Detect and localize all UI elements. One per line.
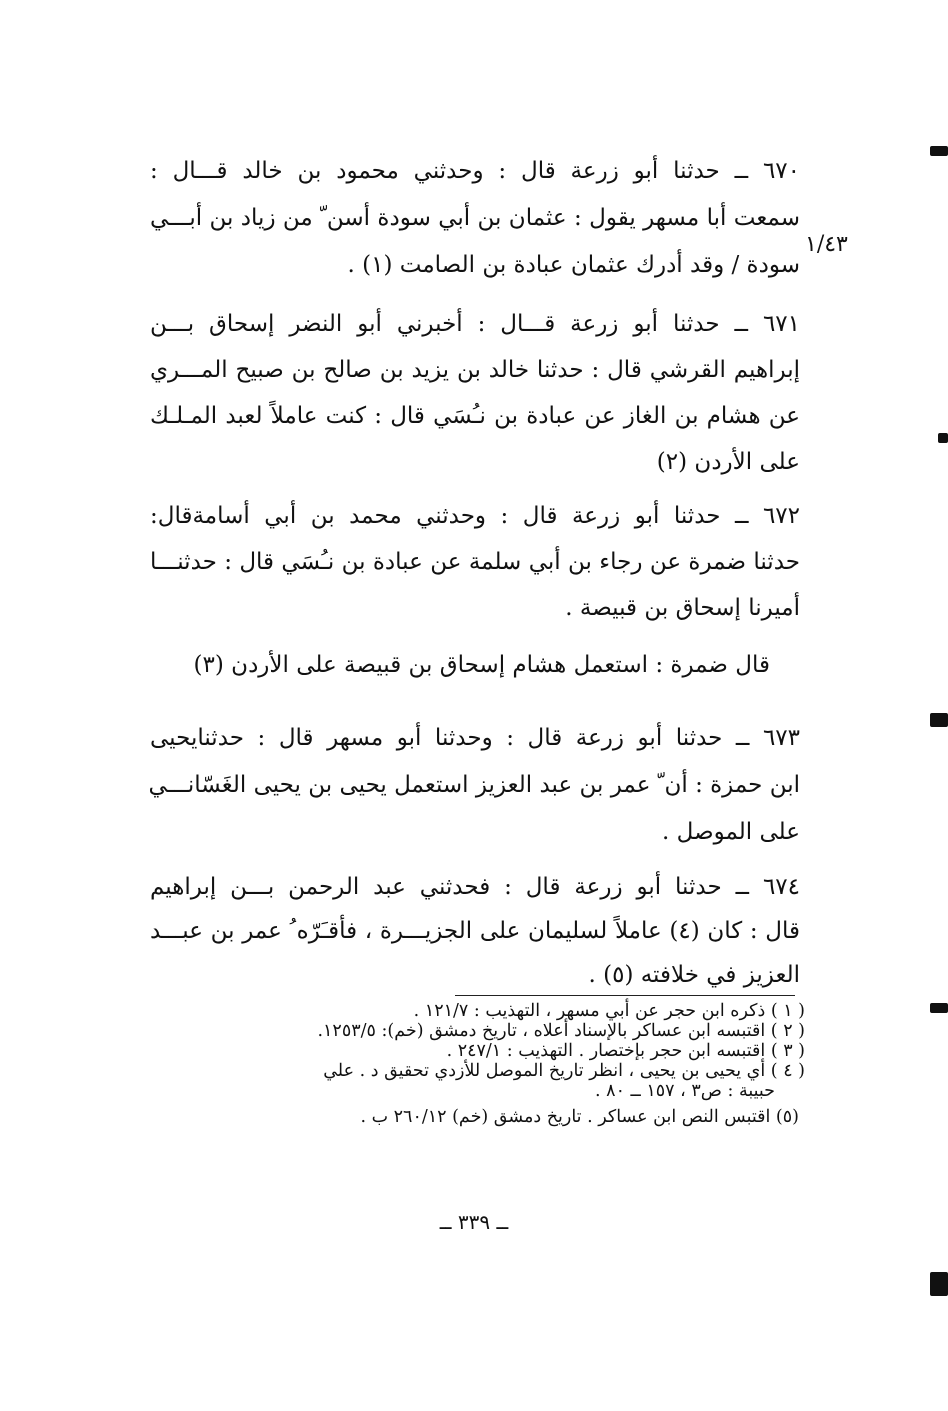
scan-edge-mark bbox=[930, 1272, 948, 1296]
text-line: ٦٧٣ ــ حدثنا أبو زرعة قال : وحدثنا أبو مسهر قال : حدثنايحيى bbox=[150, 725, 800, 751]
footnote-separator bbox=[455, 995, 795, 996]
footnote-2: ( ٢ ) اقتبسه ابن عساكر بالإسناد أعلاه ، تاريخ دمشق (خم): ١٢٥٣/٥. bbox=[317, 1021, 805, 1041]
text-line: على الموصل . bbox=[662, 819, 800, 845]
scan-edge-mark bbox=[930, 146, 948, 156]
text-line: ٦٧٢ ــ حدثنا أبو زرعة قال : وحدثني محمد بن أبي أسامةقال: bbox=[150, 503, 800, 529]
paragraph-670 bbox=[150, 160, 800, 277]
paragraph-672 bbox=[150, 505, 800, 620]
text-line: ابن حمزة : أن ّ عمر بن عبد العزيز استعمل يحيى بن يحيى الغَسّانـــي bbox=[148, 772, 800, 798]
paragraph-674 bbox=[150, 876, 800, 987]
text-line: قال ضمرة : استعمل هشام إسحاق بن قبيصة على الأردن (٣) bbox=[193, 652, 770, 678]
paragraph-damra-note bbox=[150, 654, 770, 677]
footnote-4-continued: حبيبة : ص٣ ، ١٥٧ ــ ٨٠ . bbox=[595, 1081, 775, 1101]
text-line: حدثنا ضمرة عن رجاء بن أبي سلمة عن عبادة بن نـُسَي قال : حدثنـــا bbox=[150, 549, 800, 575]
paragraph-671 bbox=[150, 313, 800, 474]
text-line: على الأردن (٢) bbox=[656, 449, 800, 475]
text-line: قال : كان (٤) عاملاً لسليمان على الجزيـــرة ، فأقـَرّه ُ عمر بن عبـــد bbox=[150, 918, 800, 944]
footnote-1: ( ١ ) ذكره ابن حجر عن أبي مسهر ، التهذيب : ١٢١/٧ . bbox=[413, 1001, 805, 1021]
scan-edge-mark bbox=[930, 1003, 948, 1013]
text-line: العزيز في خلافته (٥) . bbox=[588, 962, 800, 988]
text-line: ٦٧١ ــ حدثنا أبو زرعة قـــال : أخبرني أبو النضر إسحاق بـــن bbox=[150, 311, 800, 337]
footnote-3: ( ٣ ) اقتبسه ابن حجر بإختصار . التهذيب : ٢٤٧/١ . bbox=[446, 1041, 805, 1061]
footnote-4: ( ٤ ) أي يحيى بن يحيى ، انظر تاريخ الموصل للأزدي تحقيق د . علي bbox=[323, 1061, 805, 1081]
footnotes bbox=[155, 1003, 805, 1129]
paragraph-673 bbox=[150, 727, 800, 844]
page-number: ــ ٣٣٩ ــ bbox=[439, 1210, 509, 1234]
text-line: أميرنا إسحاق بن قبيصة . bbox=[565, 595, 800, 621]
scan-edge-mark bbox=[938, 433, 948, 443]
text-line: عن هشام بن الغاز عن عبادة بن نـُسَي قال : كنت عاملاً لعبد المـلـك bbox=[150, 403, 800, 429]
text-line: إبراهيم القرشي قال : حدثنا خالد بن يزيد بن صالح بن صبيح المـــري bbox=[150, 357, 800, 383]
text-line: ٦٧٤ ــ حدثنا أبو زرعة قال : فحدثني عبد الرحمن بـــن إبراهيم bbox=[150, 874, 800, 900]
text-line: ٦٧٠ ــ حدثنا أبو زرعة قال : وحدثني محمود بن خالد قـــال : bbox=[150, 158, 800, 184]
scan-edge-mark bbox=[930, 713, 948, 727]
text-line: سودة / وقد أدرك عثمان عبادة بن الصامت (١) . bbox=[347, 252, 800, 278]
footnote-5: (٥) اقتبس النص ابن عساكر . تاريخ دمشق (خم) ٢٦٠/١٢ ب . bbox=[360, 1107, 799, 1127]
margin-folio-reference: ١/٤٣ bbox=[805, 232, 848, 257]
text-line: سمعت أبا مسهر يقول : عثمان بن أبي سودة أسن ّ من زياد بن أبـــي bbox=[150, 205, 800, 231]
